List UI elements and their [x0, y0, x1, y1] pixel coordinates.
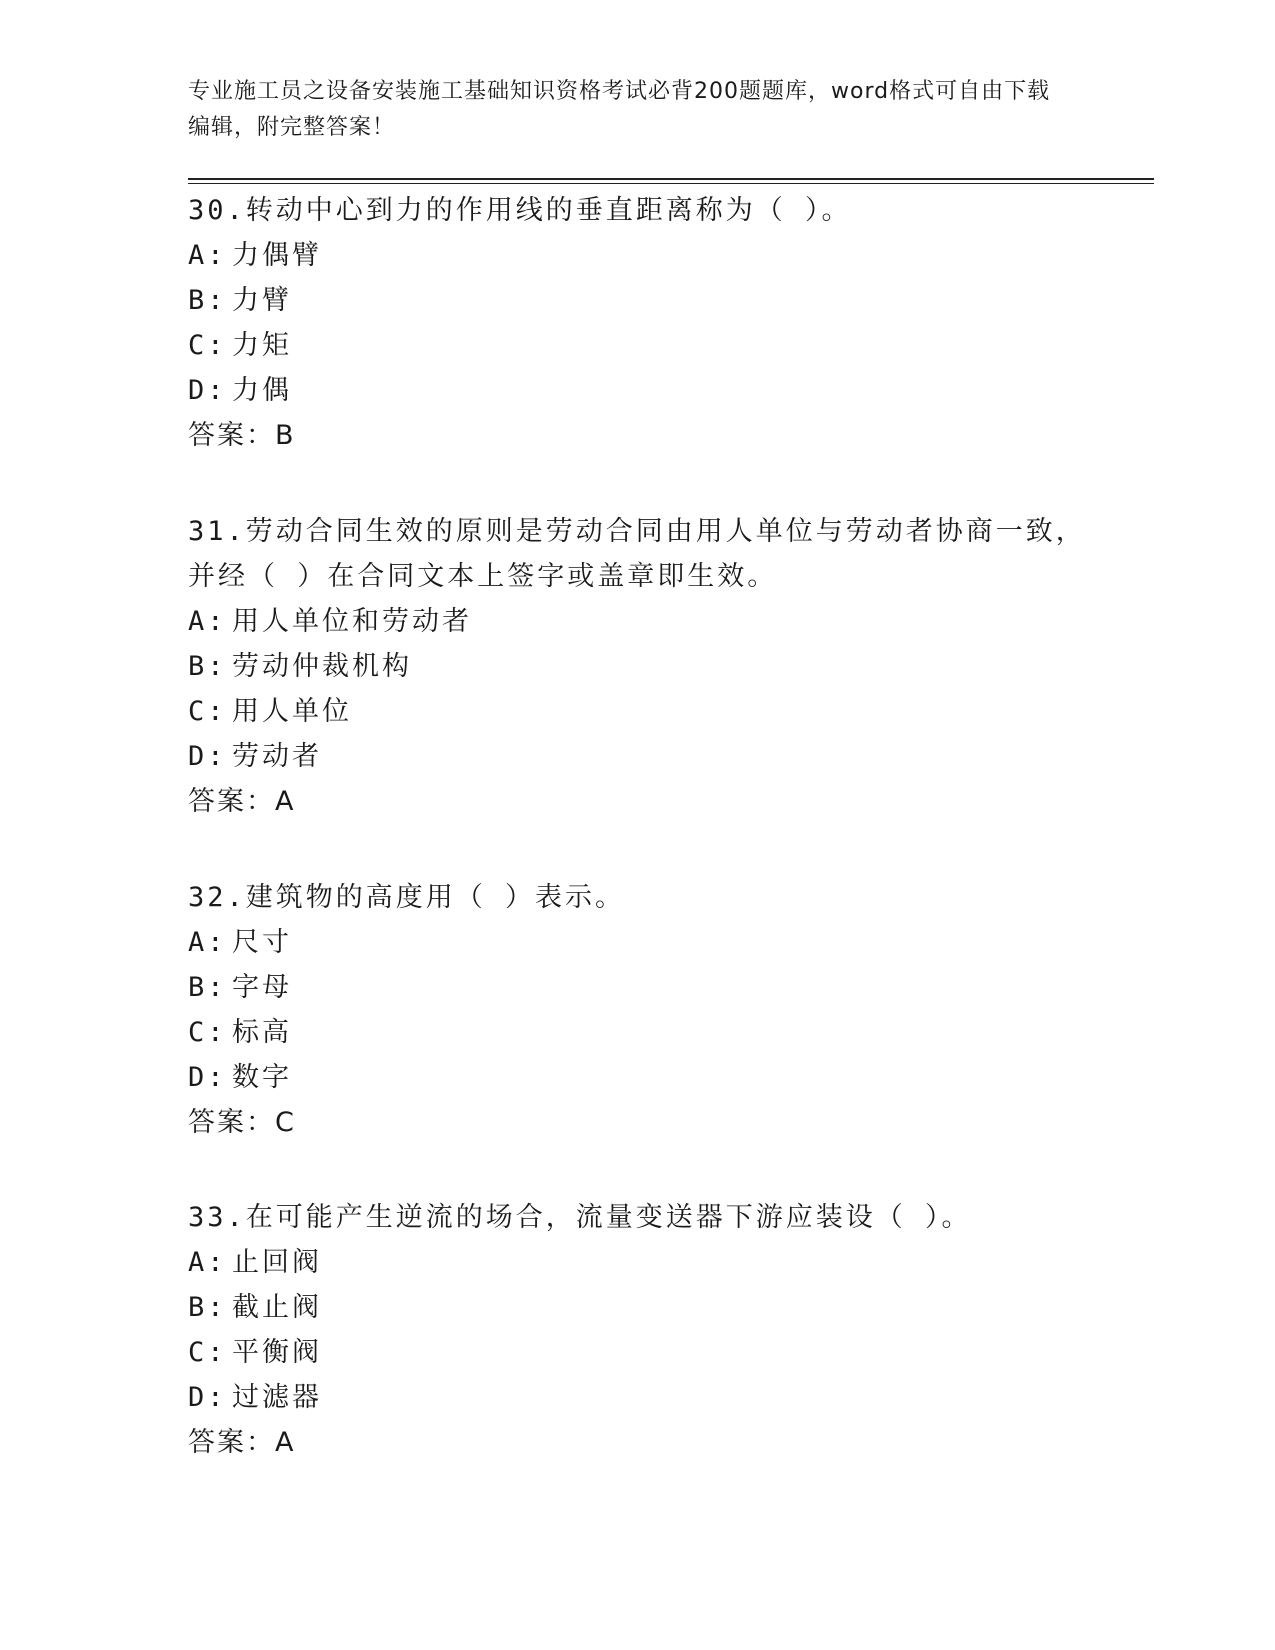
option-text: 用人单位和劳动者 — [232, 606, 472, 637]
option-text: 尺寸 — [232, 927, 292, 958]
question-33 — [188, 1195, 1088, 1465]
option-a — [188, 1240, 1088, 1285]
header-divider-thick — [188, 178, 1154, 180]
option-key: D: — [188, 375, 227, 406]
question-31 — [188, 509, 1088, 824]
option-a — [188, 599, 1088, 644]
option-text: 力偶臂 — [232, 240, 322, 271]
option-text: 数字 — [232, 1062, 292, 1093]
option-text: 截止阀 — [232, 1292, 322, 1323]
option-b — [188, 1285, 1088, 1330]
question-stem: 32.建筑物的高度用（ ）表示。 — [188, 882, 626, 913]
option-text: 标高 — [232, 1017, 292, 1048]
option-text: 平衡阀 — [232, 1337, 322, 1368]
option-key: D: — [188, 1382, 227, 1413]
option-a — [188, 233, 1088, 278]
answer-line: 答案：C — [188, 1107, 296, 1138]
option-key: B: — [188, 972, 227, 1003]
option-key: A: — [188, 606, 227, 637]
question-stem: 30.转动中心到力的作用线的垂直距离称为（ ）。 — [188, 195, 852, 226]
question-30 — [188, 188, 1088, 458]
option-b — [188, 965, 1088, 1010]
option-text: 劳动仲裁机构 — [232, 651, 412, 682]
question-stem: 31.劳动合同生效的原则是劳动合同由用人单位与劳动者协商一致，并经（ ）在合同文本上签字或盖章即生效。 — [188, 516, 1086, 592]
option-key: A: — [188, 927, 227, 958]
answer-line: 答案：B — [188, 420, 296, 451]
option-key: C: — [188, 696, 227, 727]
option-c — [188, 689, 1088, 734]
option-c — [188, 1330, 1088, 1375]
option-text: 力矩 — [232, 330, 292, 361]
option-d — [188, 1055, 1088, 1100]
option-text: 字母 — [232, 972, 292, 1003]
option-key: D: — [188, 1062, 227, 1093]
option-d — [188, 368, 1088, 413]
option-key: B: — [188, 1292, 227, 1323]
question-stem: 33.在可能产生逆流的场合，流量变送器下游应装设（ ）。 — [188, 1202, 972, 1233]
question-32 — [188, 875, 1088, 1145]
option-b — [188, 278, 1088, 323]
answer-line: 答案：A — [188, 1427, 296, 1458]
option-text: 止回阀 — [232, 1247, 322, 1278]
option-c — [188, 1010, 1088, 1055]
option-text: 劳动者 — [232, 741, 322, 772]
option-b — [188, 644, 1088, 689]
option-text: 力臂 — [232, 285, 292, 316]
option-text: 过滤器 — [232, 1382, 322, 1413]
answer-line: 答案：A — [188, 786, 296, 817]
option-key: C: — [188, 1017, 227, 1048]
option-key: B: — [188, 285, 227, 316]
option-key: C: — [188, 330, 227, 361]
option-key: A: — [188, 240, 227, 271]
document-title: 专业施工员之设备安装施工基础知识资格考试必背200题题库，word格式可自由下载编辑，附完整答案！ — [188, 79, 1051, 140]
option-text: 用人单位 — [232, 696, 352, 727]
option-key: B: — [188, 651, 227, 682]
option-key: C: — [188, 1337, 227, 1368]
option-key: D: — [188, 741, 227, 772]
option-d — [188, 1375, 1088, 1420]
option-d — [188, 734, 1088, 779]
option-c — [188, 323, 1088, 368]
option-text: 力偶 — [232, 375, 292, 406]
option-key: A: — [188, 1247, 227, 1278]
header-divider-thin — [188, 183, 1154, 184]
option-a — [188, 920, 1088, 965]
